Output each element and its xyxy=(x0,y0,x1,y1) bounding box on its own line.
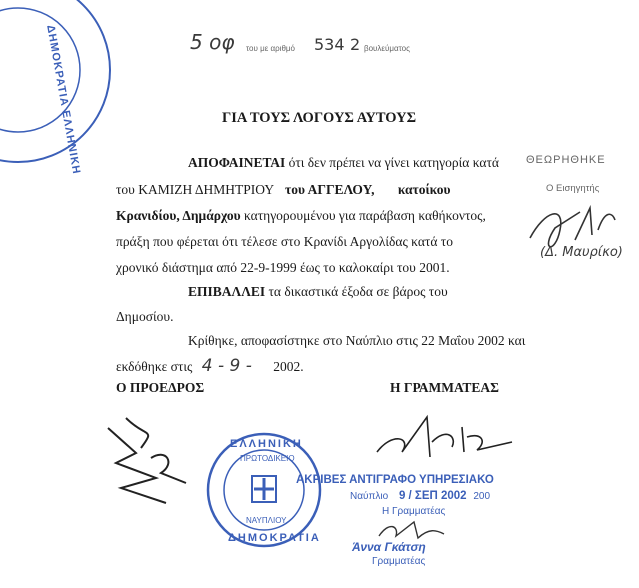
seal-inner-top: ΠΡΩΤΟΔΙΚΕΙΟ xyxy=(240,454,295,463)
paragraph3-issued: εκδόθηκε στις xyxy=(116,359,193,374)
header-note-number: 534 xyxy=(314,35,345,54)
paragraph1-father: του ΑΓΓΕΛΟΥ, xyxy=(285,182,375,197)
paragraph1-line5: χρονικό διάστημα από 22-9-1999 έως το καλοκαίρι του 2001. xyxy=(116,260,450,275)
paragraph1-line1 xyxy=(188,155,499,171)
paragraph1-place: Κρανιδίου, Δημάρχου xyxy=(116,208,241,223)
copy-stamp-line3: Η Γραμματέας xyxy=(382,506,446,517)
paragraph2-line1-rest: τα δικαστικά έξοδα σε βάρος του xyxy=(265,284,448,299)
secretary-label: Η ΓΡΑΜΜΑΤΕΑΣ xyxy=(390,380,499,395)
copy-stamp-date: 9 / ΣΕΠ 2002 xyxy=(398,490,467,502)
header-typed-fragment: του με αριθμό xyxy=(246,44,295,53)
president-signature xyxy=(96,408,216,518)
paragraph2-line1 xyxy=(188,284,448,300)
copy-stamp-role: Γραμματέας xyxy=(372,556,426,567)
copy-stamp-place: Ναύπλιο xyxy=(350,491,389,502)
header-note-number-b: 2 xyxy=(350,35,361,54)
copy-stamp-line2 xyxy=(350,490,490,502)
margin-approved-stamp: ΘΕΩΡΗΘΗΚΕ xyxy=(526,154,606,166)
handwritten-note: 5 οφ xyxy=(190,30,235,54)
paragraph1-line3 xyxy=(116,208,486,224)
paragraph1-charge: κατηγορουμένου για παράβαση καθήκοντος, xyxy=(240,208,486,223)
copy-stamp-year-field: 200 xyxy=(473,491,491,502)
copy-stamp-name: Άννα Γκάτση xyxy=(352,540,426,554)
paragraph1-resident: κατοίκου xyxy=(397,182,451,197)
paragraph1-line4: πράξη που φέρεται ότι τέλεσε στο Κρανίδι Αργολίδας κατά το xyxy=(116,234,453,249)
seal-inner-bottom: ΝΑΥΠΛΙΟΥ xyxy=(246,516,287,525)
paragraph1-defendant: του ΚΑΜΙΖΗ ΔΗΜΗΤΡΙΟΥ xyxy=(116,182,277,197)
president-label: Ο ΠΡΟΕΔΡΟΣ xyxy=(116,380,205,395)
secretary-signature xyxy=(372,412,522,472)
paragraph2-line2: Δημοσίου. xyxy=(116,309,174,324)
seal-outer-top: ΕΛΛΗΝΙΚΗ xyxy=(230,438,303,450)
margin-rapporteur-role: Ο Εισηγητής xyxy=(546,183,600,194)
paragraph2-lead: ΕΠΙΒΑΛΛΕΙ xyxy=(188,284,266,299)
paragraph1-line1-rest: ότι δεν πρέπει να γίνει κατηγορία κατά xyxy=(285,155,499,170)
header-typed-fragment-end: βουλεύματος xyxy=(364,44,410,53)
paragraph3-line1: Κρίθηκε, αποφασίστηκε στο Ναύπλιο στις 22 Μαΐου 2002 και xyxy=(188,333,526,348)
paragraph3-handwritten-date: 4 - 9 - xyxy=(201,356,252,376)
paragraph1-lead: ΑΠΟΦΑΙΝΕΤΑΙ xyxy=(188,155,286,170)
copy-stamp-line1: ΑΚΡΙΒΕΣ ΑΝΤΙΓΡΑΦΟ ΥΠΗΡΕΣΙΑΚΟ xyxy=(296,474,494,486)
paragraph3-year: 2002. xyxy=(273,359,304,374)
document-title: ΓΙΑ ΤΟΥΣ ΛΟΓΟΥΣ ΑΥΤΟΥΣ xyxy=(222,110,417,126)
corner-stamp-text: ΔΗΜΟΚΡΑΤΙΑ ΕΛΛΗΝΙΚΗ xyxy=(44,24,83,176)
paragraph1-line2 xyxy=(116,182,451,198)
seal-outer-bottom: ΔΗΜΟΚΡΑΤΙΑ xyxy=(228,532,321,544)
margin-rapporteur-name: (Δ. Μαυρίκο) xyxy=(540,245,623,260)
paragraph3-line2 xyxy=(116,356,304,376)
